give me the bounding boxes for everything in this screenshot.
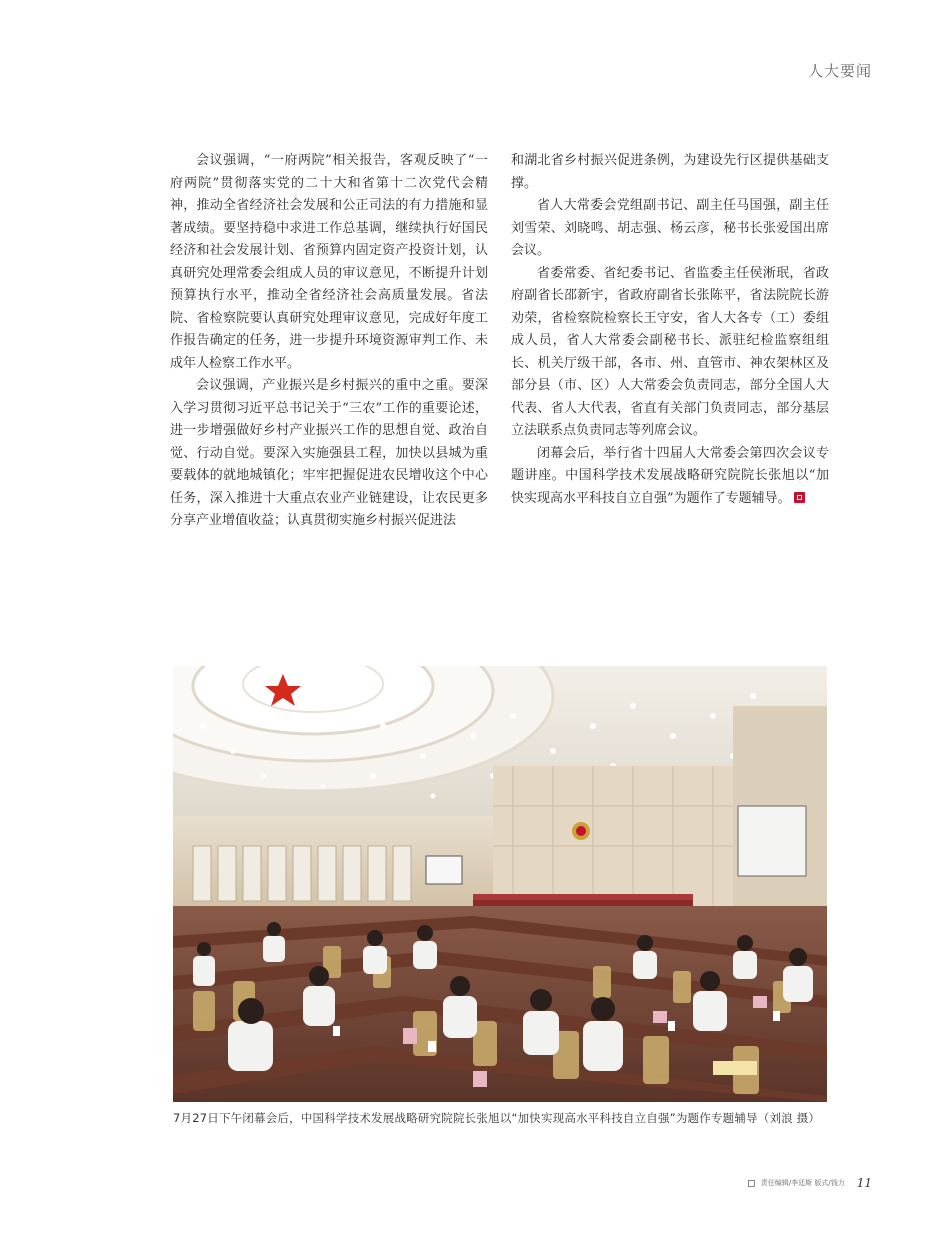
article-paragraph: 和湖北省乡村振兴促进条例，为建设先行区提供基础支撑。 bbox=[511, 153, 829, 191]
editor-credit: 责任编辑/李廷斯 版式/钱力 bbox=[760, 1179, 845, 1187]
meeting-photo bbox=[173, 666, 827, 1102]
article-paragraph: 省委常委、省纪委书记、省监委主任侯淅珉，省政府副省长邵新宇，省政府副省长张陈平，省法院院长游劝荣，省检察院检察长王守安，省人大各专（工）委组成人员，省人大常委会副秘书长、派驻纪检监察组组长、机关厅级干部，各市、州、直管市、神农架林区及部分县（市、区）人大常委会负责同志，部分全国人大代表、省人大代表，省直有关部门负责同志，部分基层立法联系点负责同志等列席会议。 bbox=[511, 265, 829, 438]
article-paragraph: 会议强调，产业振兴是乡村振兴的重中之重。要深入学习贯彻习近平总书记关于“三农”工作的重要论述，进一步增强做好乡村产业振兴工作的思想自觉、政治自觉、行动自觉。要深入实施强县工程，加快以县城为重要载体的就地城镇化；牢牢把握促进农民增收这个中心任务，深入推进十大重点农业产业链建设，让农民更多分享产业增值收益；认真贯彻实施乡村振兴促进法 bbox=[170, 378, 488, 528]
article-paragraph-last bbox=[511, 443, 829, 511]
article-paragraph-text: 闭幕会后，举行省十四届人大常委会第四次会议专题讲座。中国科学技术发展战略研究院院长张旭以“加快实现高水平科技自立自强”为题作了专题辅导。 bbox=[511, 445, 829, 506]
section-label: 人大要闻 bbox=[807, 62, 872, 80]
end-mark-icon bbox=[794, 492, 805, 503]
photo-caption: 7月27日下午闭幕会后，中国科学技术发展战略研究院院长张旭以“加快实现高水平科技自立自强”为题作专题辅导（刘浪 摄） bbox=[173, 1111, 821, 1125]
page-footer bbox=[748, 1176, 872, 1190]
meeting-hall-illustration bbox=[173, 666, 827, 1102]
article-column-right bbox=[511, 150, 829, 510]
page-number: 11 bbox=[856, 1176, 872, 1190]
article-column-left bbox=[170, 150, 488, 533]
article-paragraph: 会议强调，“一府两院”相关报告，客观反映了“一府两院”贯彻落实党的二十大和省第十二次党代会精神，推动全省经济社会发展和公正司法的有力措施和显著成绩。要坚持稳中求进工作总基调，继续执行好国民经济和社会发展计划、省预算内固定资产投资计划，认真研究处理常委会组成人员的审议意见，不断提升计划预算执行水平，推动全省经济社会高质量发展。省法院、省检察院要认真研究处理审议意见，完成好年度工作报告确定的任务，进一步提升环境资源审判工作、未成年人检察工作水平。 bbox=[170, 153, 488, 371]
article-paragraph: 省人大常委会党组副书记、副主任马国强，副主任刘雪荣、刘晓鸣、胡志强、杨云彦，秘书长张爱国出席会议。 bbox=[511, 198, 829, 258]
square-icon bbox=[748, 1180, 755, 1187]
